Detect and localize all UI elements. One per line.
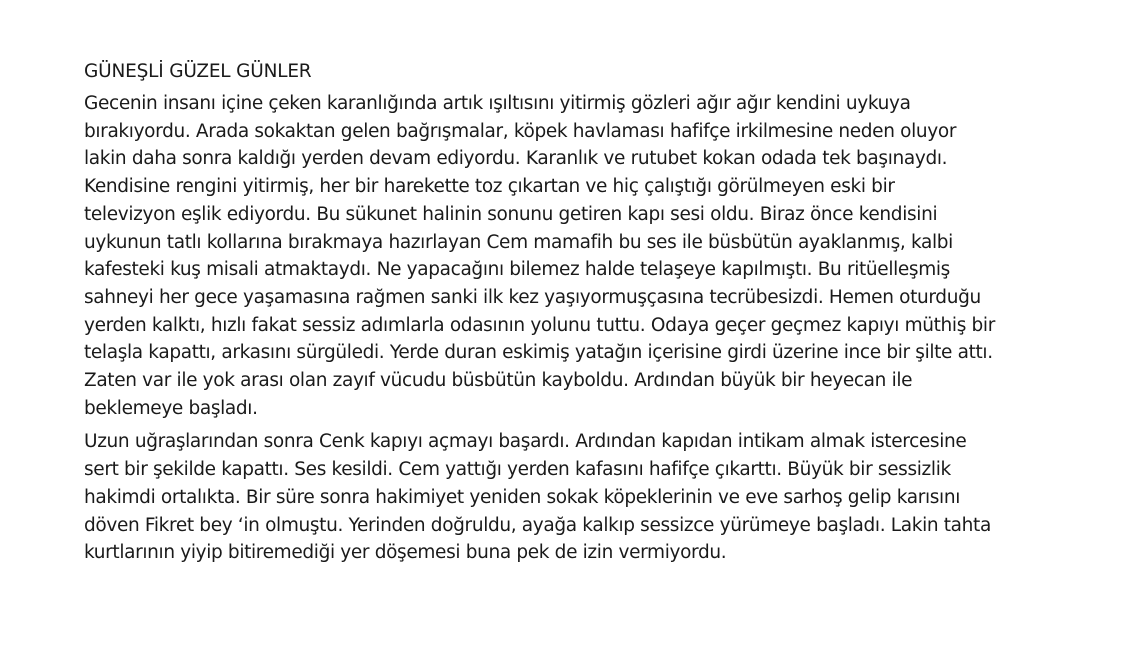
paragraph-line: bırakıyordu. Arada sokaktan gelen bağrışmalar, köpek havlaması hafifçe irkilmesine neden oluyor xyxy=(84,120,957,142)
paragraph-line: kafesteki kuş misali atmaktaydı. Ne yapacağını bilemez halde telaşeye kapılmıştı. Bu ritüelleşmiş xyxy=(84,259,950,281)
paragraph-line: beklemeye başladı. xyxy=(84,397,258,419)
document-title: GÜNEŞLİ GÜZEL GÜNLER xyxy=(84,61,312,82)
paragraph-line: sert bir şekilde kapattı. Ses kesildi. Cem yattığı yerden kafasını hafifçe çıkarttı. Büyük bir sessizlik xyxy=(84,459,951,481)
paragraph-line: sahneyi her gece yaşamasına rağmen sanki ilk kez yaşıyormuşçasına tecrübesizdi. Hemen oturduğu xyxy=(84,286,981,308)
paragraph-line: Zaten var ile yok arası olan zayıf vücudu büsbütün kayboldu. Ardından büyük bir heyecan ile xyxy=(84,370,913,392)
paragraph-line: televizyon eşlik ediyordu. Bu sükunet halinin sonunu getiren kapı sesi oldu. Biraz önce kendisini xyxy=(84,203,938,225)
paragraph-line: uykunun tatlı kollarına bırakmaya hazırlayan Cem mamafih bu ses ile büsbütün ayaklanmış, kalbi xyxy=(84,231,953,253)
paragraph-line: Kendisine rengini yitirmiş, her bir harekette toz çıkartan ve hiç çalıştığı görülmeyen eski bir xyxy=(84,176,895,198)
paragraph-line: yerden kalktı, hızlı fakat sessiz adımlarla odasının yolunu tuttu. Odaya geçer geçmez kapıyı müthiş bir xyxy=(84,314,995,336)
paragraph-line: lakin daha sonra kaldığı yerden devam ediyordu. Karanlık ve rutubet kokan odada tek başınaydı. xyxy=(84,148,948,170)
paragraph-line: Gecenin insanı içine çeken karanlığında artık ışıltısını yitirmiş gözleri ağır ağır kendini uykuya xyxy=(84,93,911,114)
paragraph-2 xyxy=(84,428,1094,567)
paragraph-1 xyxy=(84,90,1094,422)
paragraph-line: kurtlarının yiyip bitiremediği yer döşemesi buna pek de izin vermiyordu. xyxy=(84,542,727,564)
paragraph-line: Uzun uğraşlarından sonra Cenk kapıyı açmayı başardı. Ardından kapıdan intikam almak istercesine xyxy=(84,431,967,453)
document-page xyxy=(84,58,1094,567)
paragraph-line: döven Fikret bey ‘in olmuştu. Yerinden doğruldu, ayağa kalkıp sessizce yürümeye başladı. Lakin tahta xyxy=(84,514,991,536)
paragraph-line: telaşla kapattı, arkasını sürgüledi. Yerde duran eskimiş yatağın içerisine girdi üzerine ince bir şilte attı. xyxy=(84,342,993,364)
paragraph-line: hakimdi ortalıkta. Bir süre sonra hakimiyet yeniden sokak köpeklerinin ve eve sarhoş gelip karısını xyxy=(84,486,961,508)
